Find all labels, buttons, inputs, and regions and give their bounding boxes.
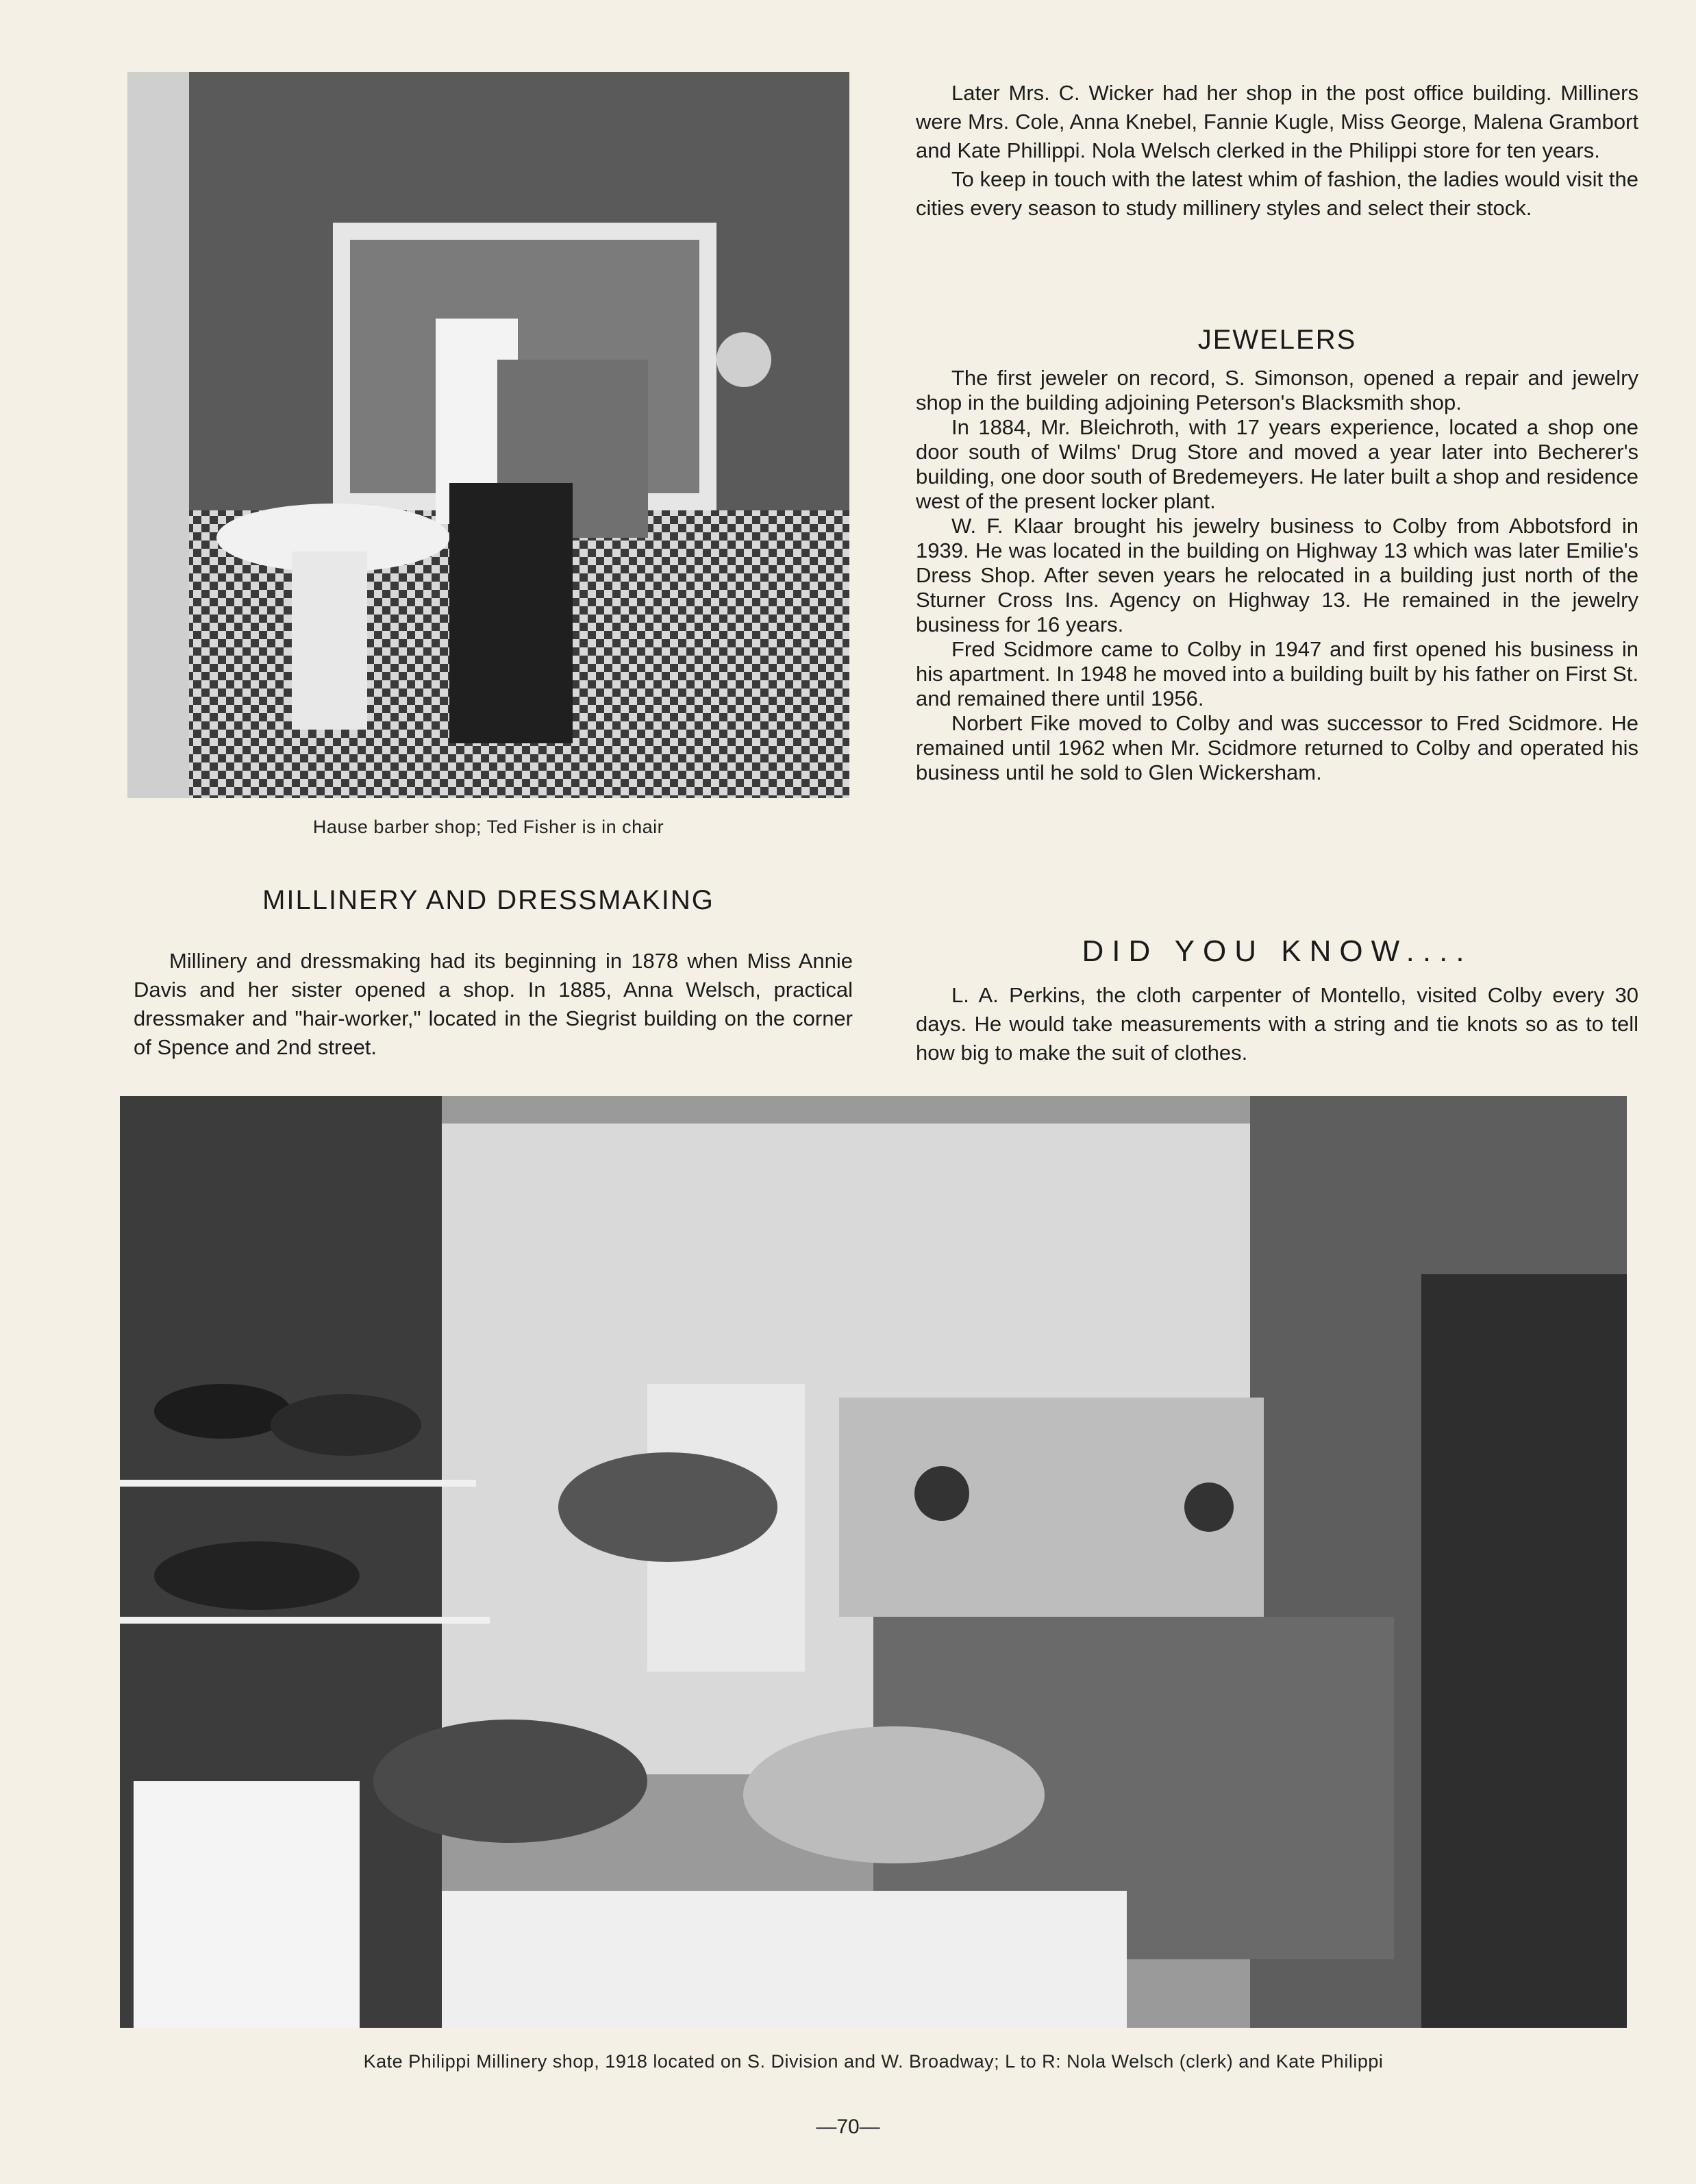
millinery-body: [134, 947, 853, 1062]
page-number: —70—: [816, 2115, 880, 2138]
millinery-continued-body: [916, 79, 1638, 223]
jewelers-paragraph-2: In 1884, Mr. Bleichroth, with 17 years experience, located a shop one door south of Wilms' Drug Store and moved a year later into Becherer's building, one door south of Bredemeyers. He later built a shop and residence west of the present locker plant.: [916, 415, 1638, 513]
barber-shop-photo: [127, 72, 849, 798]
jewelers-heading: JEWELERS: [1197, 325, 1357, 355]
millinery-paragraph: Millinery and dressmaking had its beginning in 1878 when Miss Annie Davis and her sister opened a shop. In 1885, Anna Welsch, practical dressmaker and "hair-worker," located in the Siegrist building on the corner of Spence and 2nd street.: [134, 949, 853, 1059]
jewelers-paragraph-3: W. F. Klaar brought his jewelry business to Colby from Abbotsford in 1939. He was located in the building on Highway 13 which was later Emilie's Dress Shop. After seven years he relocated in a building just north of the Sturner Cross Ins. Agency on Highway 13. He remained in the jewelry business for 16 years.: [916, 514, 1638, 636]
jewelers-paragraph-1: The first jeweler on record, S. Simonson, opened a repair and jewelry shop in the building adjoining Peterson's Blacksmith shop.: [916, 366, 1638, 414]
jewelers-body: [916, 366, 1638, 785]
jewelers-paragraph-5: Norbert Fike moved to Colby and was successor to Fred Scidmore. He remained until 1962 when Mr. Scidmore returned to Colby and operated his business until he sold to Glen Wickersham.: [916, 711, 1638, 784]
did-you-know-heading: DID YOU KNOW....: [1082, 934, 1473, 968]
millinery-heading: MILLINERY AND DRESSMAKING: [262, 885, 714, 915]
did-you-know-paragraph: L. A. Perkins, the cloth carpenter of Montello, visited Colby every 30 days. He would take measurements with a string and tie knots so as to tell how big to make the suit of clothes.: [916, 983, 1638, 1065]
millinery-shop-photo: [120, 1096, 1627, 2028]
millinery-continued-paragraph-2: To keep in touch with the latest whim of fashion, the ladies would visit the cities every season to study millinery styles and select their stock.: [916, 167, 1638, 220]
jewelers-paragraph-4: Fred Scidmore came to Colby in 1947 and first opened his business in his apartment. In 1948 he moved into a building built by his father on First St. and remained there until 1956.: [916, 637, 1638, 710]
did-you-know-body: [916, 981, 1638, 1067]
barber-photo-caption: Hause barber shop; Ted Fisher is in chair: [312, 817, 664, 837]
millinery-continued-paragraph-1: Later Mrs. C. Wicker had her shop in the post office building. Milliners were Mrs. Cole, Anna Knebel, Fannie Kugle, Miss George, Malena Grambort and Kate Phillippi. Nola Welsch clerked in the Philippi store for ten years.: [916, 81, 1638, 162]
millinery-photo-caption: Kate Philippi Millinery shop, 1918 located on S. Division and W. Broadway; L to R: Nola Welsch (clerk) and Kate Philippi: [363, 2051, 1384, 2072]
